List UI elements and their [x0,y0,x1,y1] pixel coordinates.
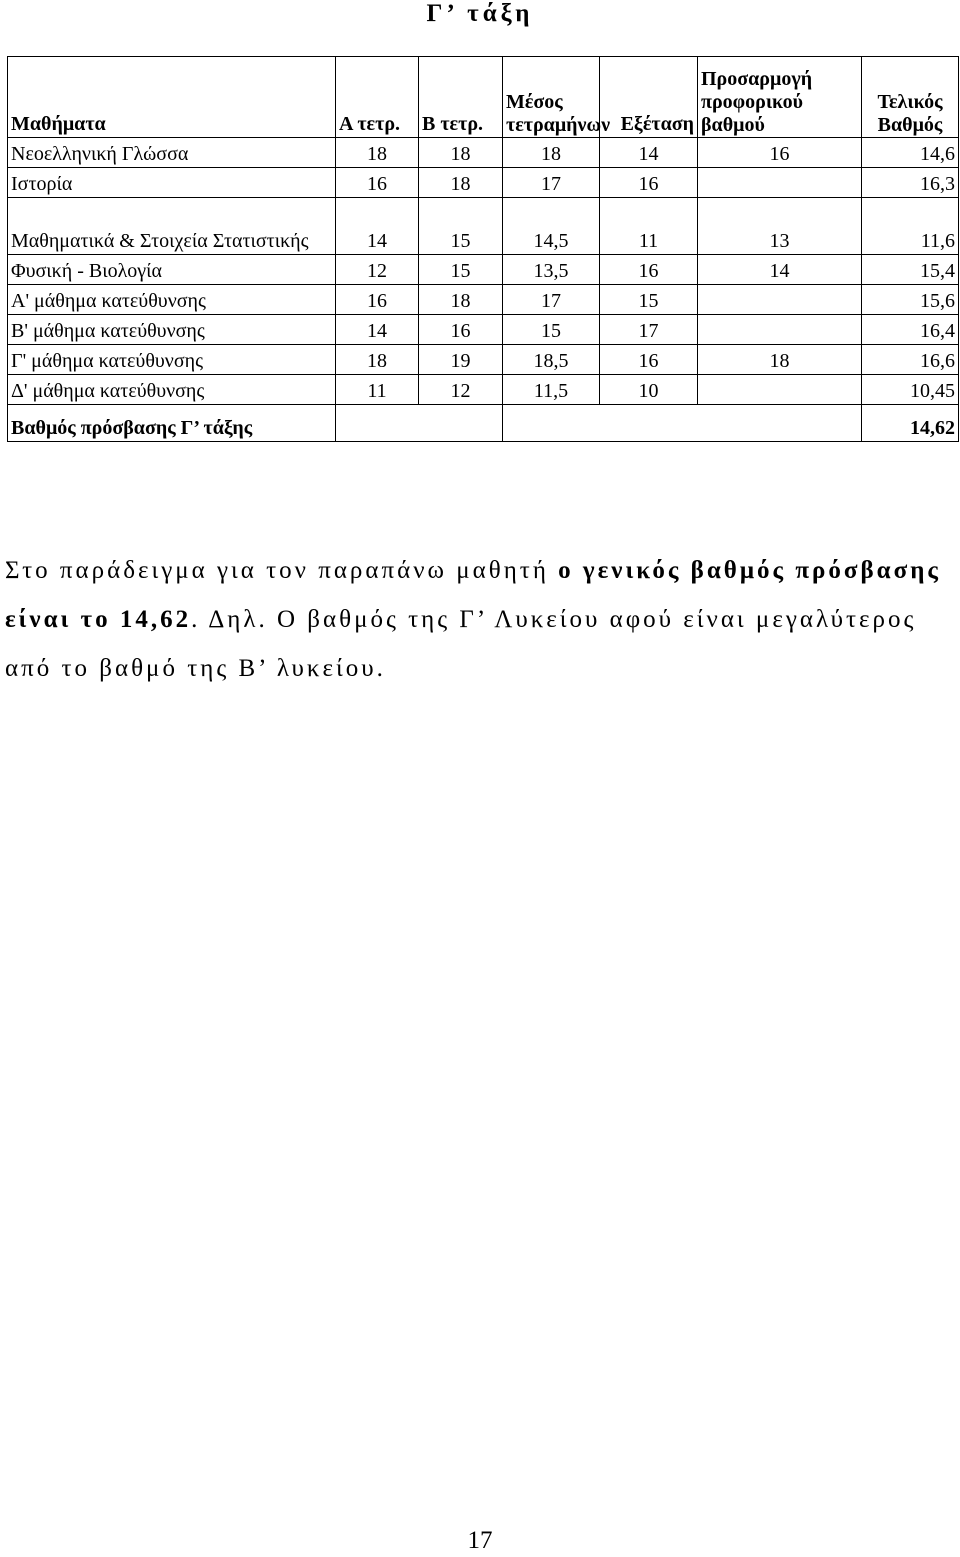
cell-final: 15,6 [862,285,959,315]
cell-subject: Γ' μάθημα κατεύθυνσης [8,345,336,375]
cell-final: 15,4 [862,255,959,285]
cell-b-term: 18 [419,285,503,315]
cell-average: 18,5 [503,345,600,375]
table-row [8,138,959,168]
cell-oral [698,285,862,315]
cell-oral [698,315,862,345]
cell-b-term: 15 [419,255,503,285]
cell-final: 16,6 [862,345,959,375]
table-header-row [8,57,959,138]
cell-a-term: 12 [336,255,419,285]
header-a-term: Α τετρ. [336,57,419,138]
header-b-term: Β τετρ. [419,57,503,138]
cell-b-term: 19 [419,345,503,375]
cell-subject: Ιστορία [8,168,336,198]
cell-subject: Φυσική - Βιολογία [8,255,336,285]
total-label: Βαθμός πρόσβασης Γ’ τάξης [8,405,336,442]
cell-average: 14,5 [503,198,600,255]
table-row [8,315,959,345]
cell-final: 10,45 [862,375,959,405]
total-value: 14,62 [862,405,959,442]
cell-a-term: 18 [336,138,419,168]
cell-a-term: 11 [336,375,419,405]
page-title: Γ’ τάξη [426,0,534,27]
cell-exam: 16 [600,345,698,375]
cell-exam: 17 [600,315,698,345]
cell-b-term: 18 [419,138,503,168]
cell-exam: 16 [600,168,698,198]
cell-exam: 14 [600,138,698,168]
table-row [8,375,959,405]
grades-table [7,56,959,442]
cell-oral [698,375,862,405]
cell-exam: 15 [600,285,698,315]
cell-oral: 18 [698,345,862,375]
cell-final: 11,6 [862,198,959,255]
total-empty-cell [503,405,862,442]
paragraph-bold-text: ο γενικός βαθμός πρόσβασης είναι το 14,62 [5,557,941,633]
cell-oral: 13 [698,198,862,255]
cell-oral: 16 [698,138,862,168]
table-row [8,285,959,315]
cell-a-term: 14 [336,315,419,345]
cell-subject: Νεοελληνική Γλώσσα [8,138,336,168]
cell-subject: Δ' μάθημα κατεύθυνσης [8,375,336,405]
cell-exam: 16 [600,255,698,285]
page-number: 17 [467,1527,493,1554]
header-subject: Μαθήματα [8,57,336,138]
cell-average: 15 [503,315,600,345]
paragraph-text: . Δηλ. Ο βαθμός της Γ’ Λυκείου αφού είναι μεγαλύτερος από το βαθμό της Β’ λυκείου. [5,606,917,682]
cell-average: 17 [503,285,600,315]
cell-a-term: 14 [336,198,419,255]
cell-subject: Α' μάθημα κατεύθυνσης [8,285,336,315]
cell-b-term: 15 [419,198,503,255]
cell-final: 16,4 [862,315,959,345]
header-exam: Εξέταση [600,57,698,138]
total-empty-cell [336,405,503,442]
cell-average: 11,5 [503,375,600,405]
cell-b-term: 16 [419,315,503,345]
explanation-paragraph [5,546,950,693]
cell-final: 16,3 [862,168,959,198]
cell-a-term: 18 [336,345,419,375]
cell-final: 14,6 [862,138,959,168]
cell-b-term: 18 [419,168,503,198]
table-row [8,255,959,285]
cell-average: 18 [503,138,600,168]
table-row [8,345,959,375]
total-row [8,405,959,442]
cell-b-term: 12 [419,375,503,405]
cell-exam: 10 [600,375,698,405]
cell-oral: 14 [698,255,862,285]
table-row [8,168,959,198]
cell-subject: Β' μάθημα κατεύθυνσης [8,315,336,345]
cell-subject: Μαθηματικά & Στοιχεία Στατιστικής [8,198,336,255]
paragraph-text: Στο παράδειγμα για τον παραπάνω μαθητή [5,557,559,584]
header-oral: Προσαρμογή προφορικού βαθμού [698,57,862,138]
header-final: Τελικός Βαθμός [862,57,959,138]
cell-average: 13,5 [503,255,600,285]
cell-a-term: 16 [336,168,419,198]
cell-oral [698,168,862,198]
cell-exam: 11 [600,198,698,255]
cell-average: 17 [503,168,600,198]
header-average: Μέσος τετραμήνων [503,57,600,138]
table-row [8,198,959,255]
cell-a-term: 16 [336,285,419,315]
